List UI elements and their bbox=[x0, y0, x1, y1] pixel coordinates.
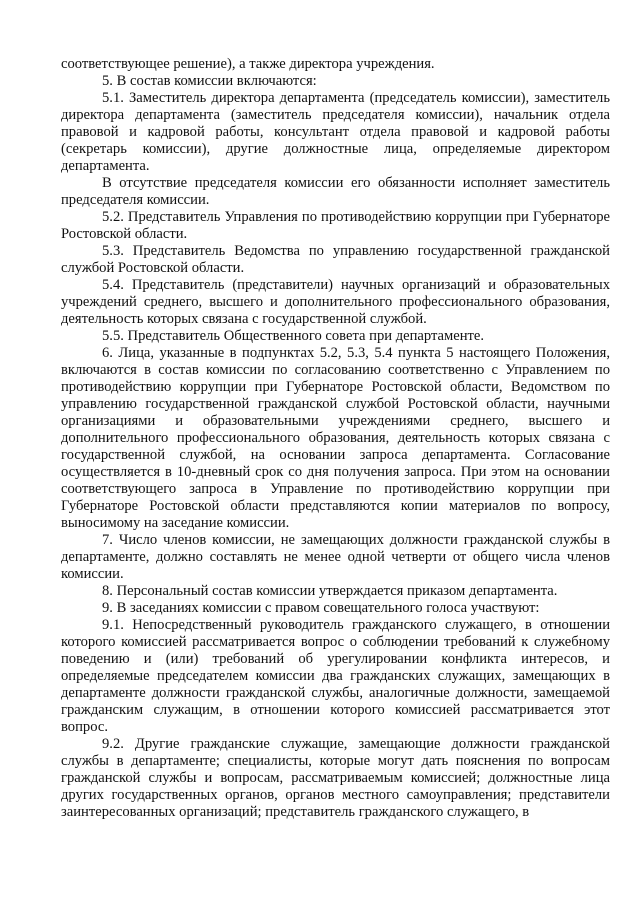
paragraph-item-7: 7. Число членов комиссии, не замещающих должности гражданской службы в департаменте, должно составлять не менее одной четверти от общего числа членов комиссии. bbox=[61, 532, 610, 582]
paragraph-item-9: 9. В заседаниях комиссии с правом совещательного голоса участвуют: bbox=[102, 600, 540, 616]
paragraph-item-5-3: 5.3. Представитель Ведомства по управлению государственной гражданской службой Ростовской области. bbox=[61, 243, 610, 276]
document-page bbox=[61, 56, 610, 821]
paragraph-item-5-4: 5.4. Представитель (представители) научных организаций и образовательных учреждений среднего, высшего и дополнительного профессионального образования, деятельность которых связана с государственной службой. bbox=[61, 277, 610, 327]
paragraph-chair-absence: В отсутствие председателя комиссии его обязанности исполняет заместитель председателя комиссии. bbox=[61, 175, 610, 208]
paragraph-continuation: соответствующее решение), а также директора учреждения. bbox=[61, 56, 435, 72]
paragraph-item-6: 6. Лица, указанные в подпунктах 5.2, 5.3, 5.4 пункта 5 настоящего Положения, включаются в состав комиссии по согласованию соответственно с Управлением по противодействию коррупции при Губернаторе Ростовской области, Ведомством по управлению государственной гражданской службой Ростовской области, научными организациями и образовательными учреждениями среднего, высшего и дополнительного профессионального образования, деятельность которых связана с государственной службой, на основании запроса департамента. Согласование осуществляется в 10-дневный срок со дня получения запроса. При этом на основании соответствующего запроса в Управление по противодействию коррупции при Губернаторе Ростовской области представляются копии материалов по вопросу, выносимому на заседание комиссии. bbox=[61, 345, 610, 531]
paragraph-item-5-2: 5.2. Представитель Управления по противодействию коррупции при Губернаторе Ростовской области. bbox=[61, 209, 610, 242]
paragraph-item-9-1: 9.1. Непосредственный руководитель гражданского служащего, в отношении которого комиссией рассматривается вопрос о соблюдении требований к служебному поведению и (или) требований об урегулировании конфликта интересов, и определяемые председателем комиссии два гражданских служащих, замещающих в департаменте должности гражданской службы, аналогичные должности, замещаемой гражданским служащим, в отношении которого комиссией рассматривается этот вопрос. bbox=[61, 617, 610, 735]
paragraph-item-8: 8. Персональный состав комиссии утверждается приказом департамента. bbox=[102, 583, 558, 599]
paragraph-item-9-2: 9.2. Другие гражданские служащие, замещающие должности гражданской службы в департаменте; специалисты, которые могут дать пояснения по вопросам гражданской службы и вопросам, рассматриваемым комиссией; должностные лица других государственных органов, органов местного самоуправления; представители заинтересованных организаций; представитель гражданского служащего, в bbox=[61, 736, 610, 820]
paragraph-item-5: 5. В состав комиссии включаются: bbox=[102, 73, 317, 89]
paragraph-item-5-5: 5.5. Представитель Общественного совета при департаменте. bbox=[102, 328, 485, 344]
paragraph-item-5-1: 5.1. Заместитель директора департамента (председатель комиссии), заместитель директора департамента (заместитель председателя комиссии), начальник отдела правовой и кадровой работы, консультант отдела правовой и кадровой работы (секретарь комиссии), другие должностные лица, определяемые директором департамента. bbox=[61, 90, 610, 174]
